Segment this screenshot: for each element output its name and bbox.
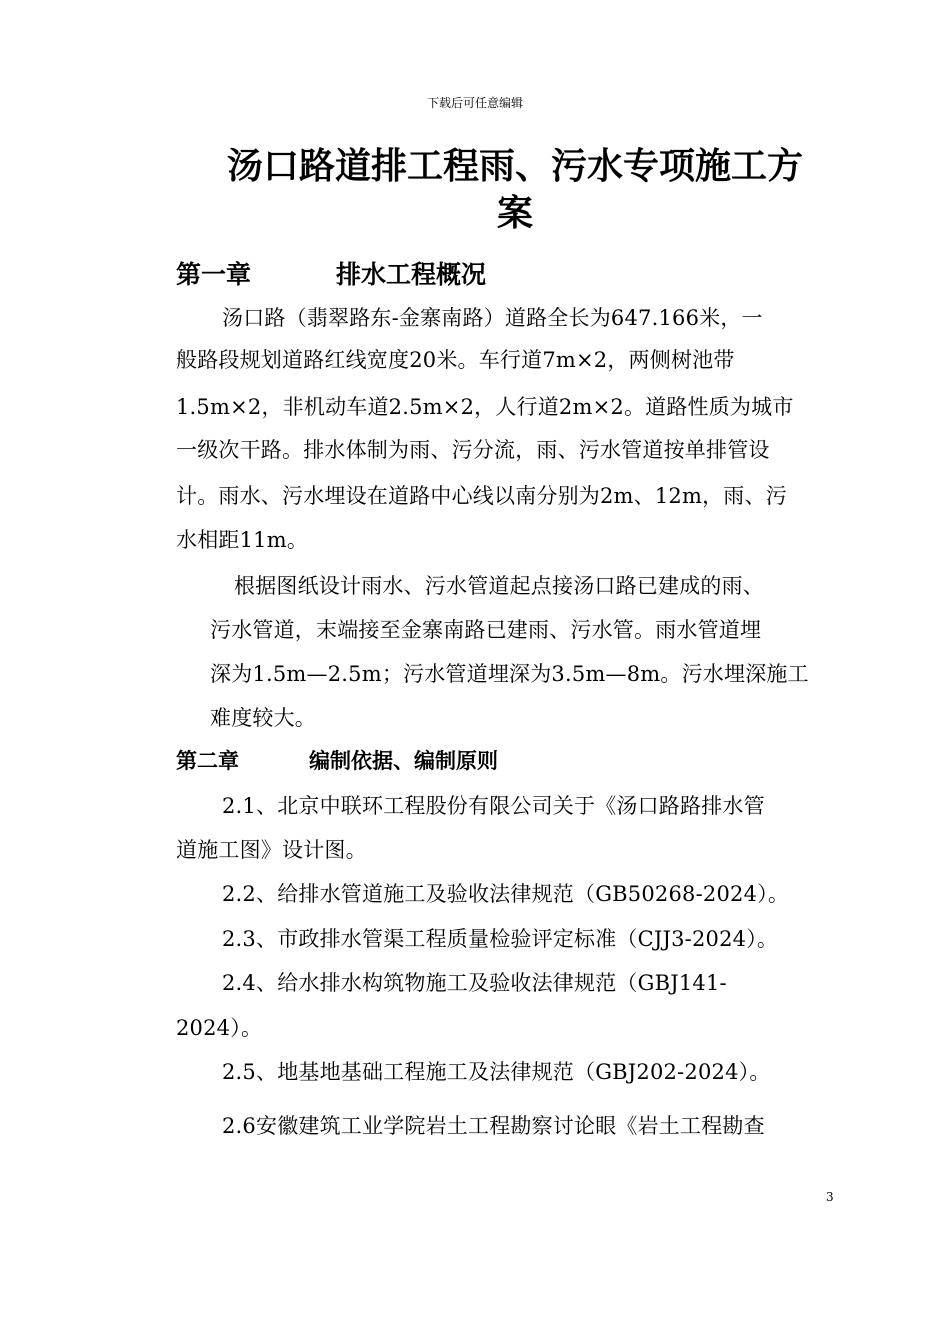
basis-item: 2.4、给水排水构筑物施工及验收法律规范（GBJ141- [222, 971, 727, 995]
document-title-line-2: 案 [496, 193, 533, 234]
para1-line: 汤口路（翡翠路东-金寨南路）道路全长为647.166米，一 [222, 306, 763, 330]
basis-item: 2.6安徽建筑工业学院岩土工程勘察讨论眼《岩土工程勘查 [222, 1114, 765, 1138]
chapter-1-heading [176, 255, 876, 291]
page-number: 3 [826, 1190, 834, 1204]
chapter-1-label: 第一章 [176, 260, 252, 289]
basis-item: 2.2、给排水管道施工及验收法律规范（GB50268-2024）。 [222, 882, 790, 906]
para2-line: 难度较大。 [210, 706, 316, 730]
para1-line: 一级次干路。排水体制为雨、污分流，雨、污水管道按单排管设 [176, 438, 770, 462]
para2-line: 深为1.5m—2.5m；污水管道埋深为3.5m—8m。污水埋深施工 [210, 662, 809, 686]
para2-line: 污水管道，末端接至金寨南路已建雨、污水管。雨水管道埋 [210, 618, 762, 642]
chapter-2-heading [176, 745, 876, 775]
chapter-2-name: 编制依据、编制原则 [309, 749, 498, 773]
chapter-1-name: 排水工程概况 [336, 260, 487, 289]
document-title-line-1: 汤口路道排工程雨、污水专项施工方 [226, 146, 803, 187]
para1-line: 计。雨水、污水埋设在道路中心线以南分别为2m、12m，雨、污 [176, 484, 787, 508]
basis-item: 道施工图》设计图。 [176, 838, 367, 862]
basis-item: 2.5、地基地基础工程施工及法律规范（GBJ202-2024）。 [222, 1060, 771, 1084]
basis-item: 2024）。 [176, 1016, 263, 1040]
basis-item: 2.1、北京中联环工程股份有限公司关于《汤口路路排水管 [222, 794, 765, 818]
basis-item: 2.3、市政排水管渠工程质量检验评定标准（CJJ3-2024）。 [222, 927, 779, 951]
para1-line: 般路段规划道路红线宽度20米。车行道7m×2，两侧树池带 [176, 348, 735, 372]
para1-line: 1.5m×2，非机动车道2.5m×2，人行道2m×2。道路性质为城市 [176, 395, 794, 419]
chapter-2-label: 第二章 [176, 749, 239, 773]
header-note: 下载后可任意编辑 [426, 96, 523, 110]
para1-line: 水相距11m。 [176, 528, 309, 552]
para2-line: 根据图纸设计雨水、污水管道起点接汤口路已建成的雨、 [234, 574, 764, 598]
